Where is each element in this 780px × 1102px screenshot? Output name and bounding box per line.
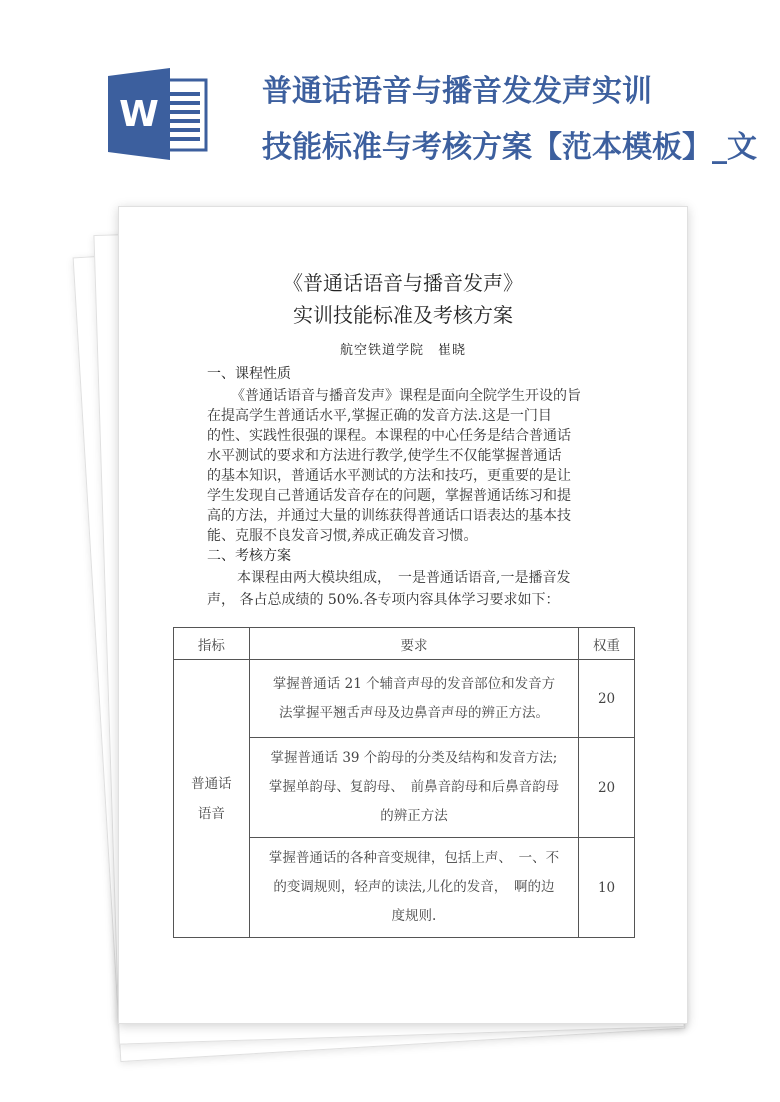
doc-heading-line2: 实训技能标准及考核方案 bbox=[293, 303, 513, 327]
requirement-line: 掌握单韵母、复韵母、 前鼻音韵母和后鼻音韵母 bbox=[268, 779, 560, 795]
weight-cell: 20 bbox=[579, 660, 635, 738]
requirement-line: 度规则. bbox=[391, 908, 437, 924]
requirement-line: 的辨正方法 bbox=[380, 808, 448, 824]
section2-line: 本课程由两大模块组成， 一是普通话语音,一是播音发 bbox=[237, 570, 571, 586]
section1-line: 水平测试的要求和方法进行教学,使学生不仅能掌握普通话 bbox=[207, 448, 562, 464]
requirement-cell bbox=[249, 660, 578, 738]
section1-line: 的性、实践性很强的课程。本课程的中心任务是结合普通话 bbox=[207, 428, 571, 444]
document-title[interactable] bbox=[262, 64, 777, 176]
requirement-line: 法掌握平翘舌声母及边鼻音声母的辨正方法。 bbox=[278, 704, 549, 721]
column-header: 要求 bbox=[249, 628, 578, 660]
assessment-table bbox=[173, 627, 635, 938]
section1-line: 在提高学生普通话水平,掌握正确的发音方法.这是一门目 bbox=[207, 408, 552, 424]
svg-text:W: W bbox=[119, 94, 159, 135]
section1-line: 的基本知识，普通话水平测试的方法和技巧，更重要的是让 bbox=[207, 468, 571, 484]
category-label: 语音 bbox=[197, 805, 225, 822]
section1-line: 《普通话语音与播音发声》课程是面向全院学生开设的旨 bbox=[231, 388, 581, 404]
section1-heading: 一、课程性质 bbox=[207, 366, 291, 382]
table-row bbox=[174, 660, 635, 738]
word-document-icon bbox=[108, 68, 208, 160]
weight-cell: 10 bbox=[579, 838, 635, 938]
doc-author: 航空铁道学院 崔晓 bbox=[339, 343, 466, 358]
requirement-line: 掌握普通话 21 个辅音声母的发音部位和发音方 bbox=[272, 675, 556, 692]
section1-line: 高的方法，并通过大量的训练获得普通话口语表达的基本技 bbox=[207, 508, 571, 524]
requirement-line: 掌握普通话的各种音变规律，包括上声、 一、不 bbox=[268, 850, 560, 866]
weight-cell: 20 bbox=[579, 738, 635, 838]
section2-line: 声， 各占总成绩的 50%.各专项内容具体学习要求如下： bbox=[207, 592, 560, 608]
document-title-line2: 技能标准与考核方案【范本模板】_文 bbox=[262, 130, 757, 165]
section1-line: 能、克服不良发音习惯,养成正确发音习惯。 bbox=[207, 528, 478, 544]
document-title-line1: 普通话语音与播音发发声实训 bbox=[262, 74, 652, 109]
column-header: 指标 bbox=[174, 628, 250, 660]
requirement-cell bbox=[249, 738, 578, 838]
section1-line: 学生发现自己普通话发音存在的问题，掌握普通话练习和提 bbox=[207, 488, 571, 504]
category-cell bbox=[174, 660, 250, 938]
category-label: 普通话 bbox=[191, 775, 232, 792]
column-header: 权重 bbox=[579, 628, 635, 660]
requirement-line: 掌握普通话 39 个韵母的分类及结构和发音方法; bbox=[270, 750, 558, 766]
doc-heading-line1: 《普通话语音与播音发声》 bbox=[283, 271, 523, 295]
requirement-line: 的变调规则，轻声的读法,儿化的发音， 啊的边 bbox=[273, 879, 555, 895]
requirement-cell bbox=[249, 838, 578, 938]
table-header-row bbox=[174, 628, 635, 660]
document-preview-page[interactable] bbox=[118, 206, 688, 1024]
section2-heading: 二、考核方案 bbox=[207, 548, 291, 564]
